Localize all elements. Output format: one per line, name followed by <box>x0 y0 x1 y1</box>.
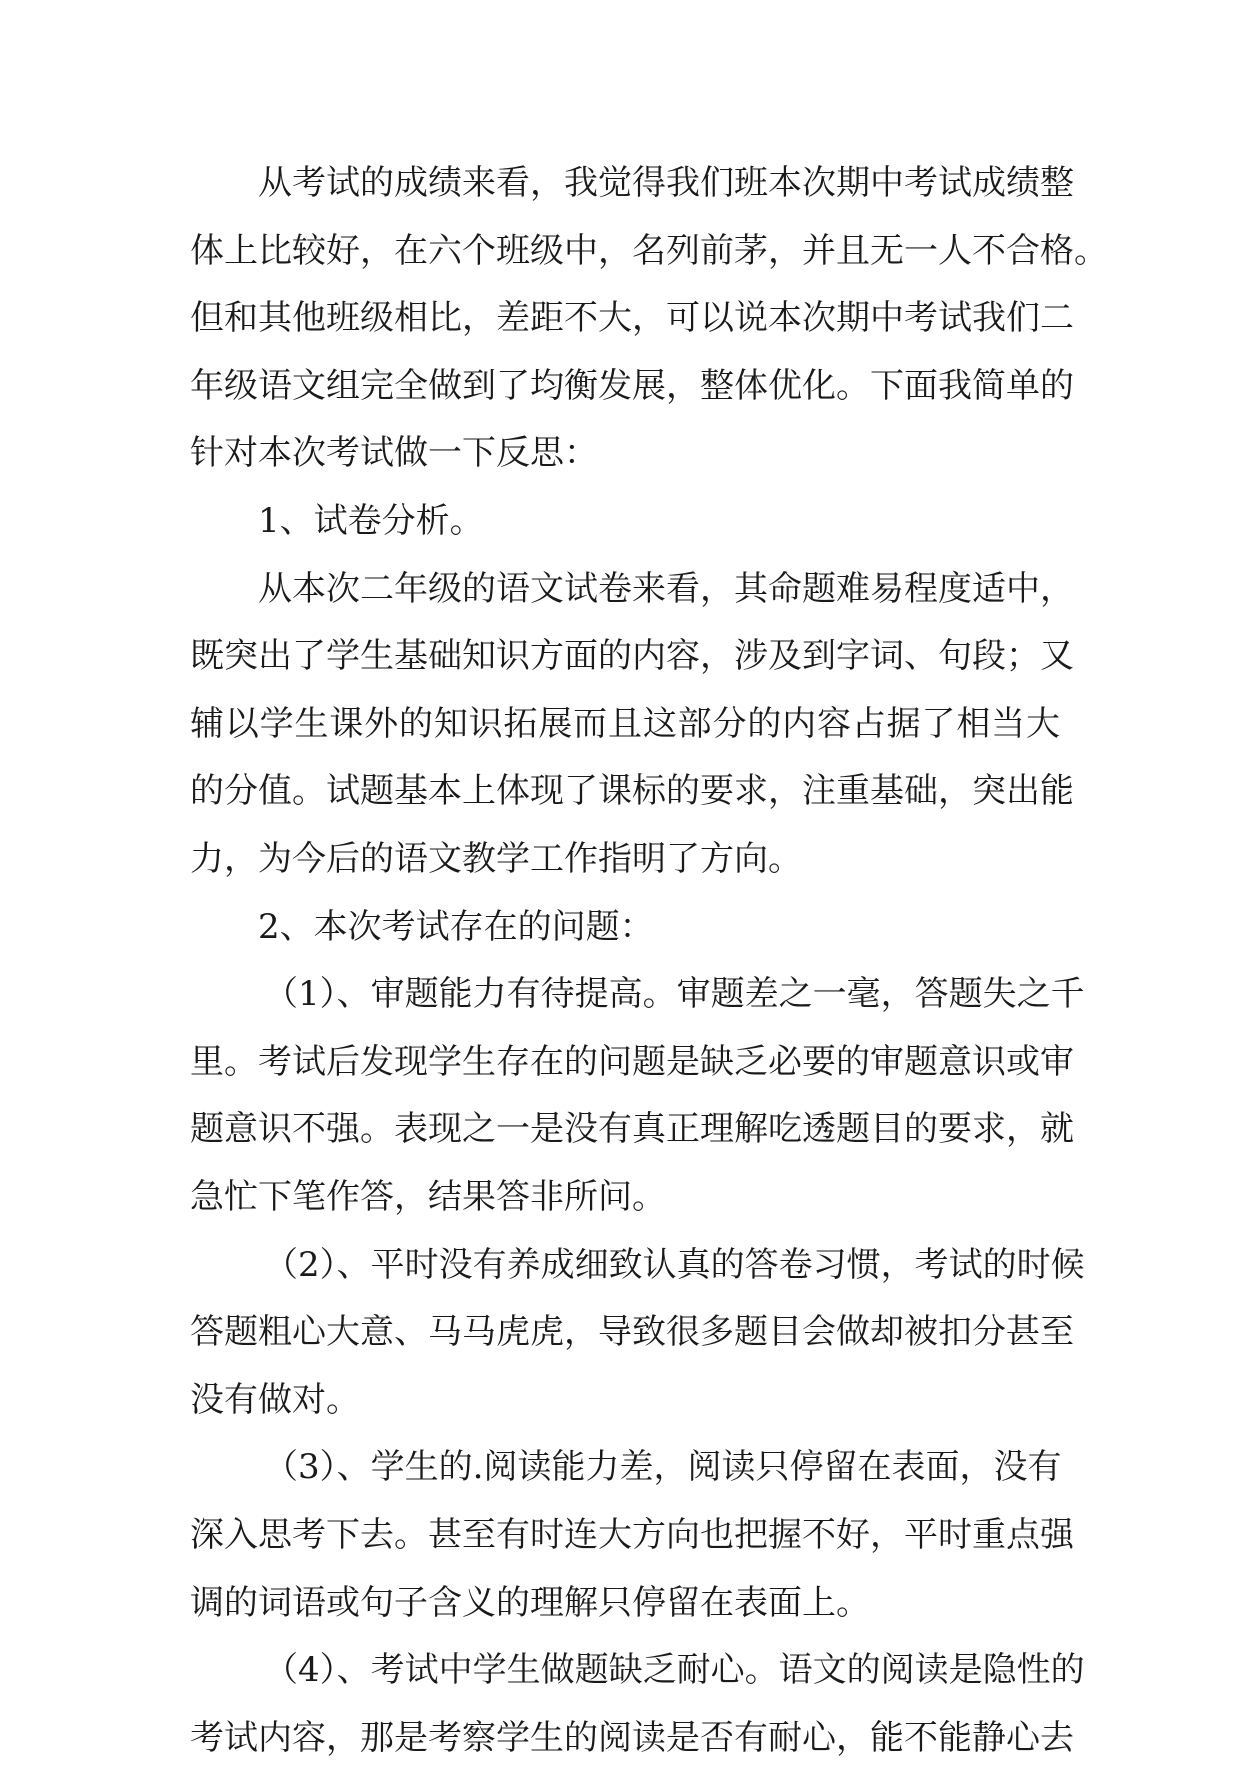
text-line: 体上比较好，在六个班级中，名列前茅，并且无一人不合格。 <box>190 230 1108 271</box>
text-line: 没有做对。 <box>190 1379 360 1420</box>
text-line: 急忙下笔作答，结果答非所问。 <box>190 1177 666 1217</box>
text-line: 答题粗心大意、马马虎虎，导致很多题目会做却被扣分甚至 <box>190 1312 1074 1353</box>
text-line: （4）、考试中学生做题缺乏耐心。语文的阅读是隐性的 <box>264 1650 1085 1691</box>
text-line: 题意识不强。表现之一是没有真正理解吃透题目的要求，就 <box>190 1109 1074 1150</box>
text-line: 2、本次考试存在的问题： <box>258 906 654 947</box>
text-line: 从考试的成绩来看，我觉得我们班本次期中考试成绩整 <box>258 163 1074 203</box>
text-line: 既突出了学生基础知识方面的内容，涉及到字词、句段；又 <box>190 636 1074 677</box>
text-line: 1、试卷分析。 <box>258 501 484 541</box>
text-line: 考试内容，那是考察学生的阅读是否有耐心，能不能静心去 <box>190 1717 1074 1758</box>
text-line: 力，为今后的语文教学工作指明了方向。 <box>190 839 802 879</box>
text-line: 年级语文组完全做到了均衡发展，整体优化。下面我简单的 <box>190 365 1074 406</box>
text-line: 针对本次考试做一下反思： <box>190 433 598 474</box>
text-line: （2）、平时没有养成细致认真的答卷习惯，考试的时候 <box>264 1244 1085 1285</box>
text-line: 深入思考下去。甚至有时连大方向也把握不好，平时重点强 <box>190 1515 1074 1555</box>
text-line: 辅以学生课外的知识拓展而且这部分的内容占据了相当大 <box>190 703 1060 744</box>
text-line: （1）、审题能力有待提高。审题差之一毫，答题失之千 <box>264 974 1085 1015</box>
text-line: 从本次二年级的语文试卷来看，其命题难易程度适中， <box>258 568 1074 609</box>
text-line: 里。考试后发现学生存在的问题是缺乏必要的审题意识或审 <box>190 1041 1074 1082</box>
text-line: 的分值。试题基本上体现了课标的要求，注重基础，突出能 <box>190 771 1074 812</box>
text-line: 调的词语或句子含义的理解只停留在表面上。 <box>190 1582 870 1623</box>
text-line: 但和其他班级相比，差距不大，可以说本次期中考试我们二 <box>190 298 1074 339</box>
text-line: （3）、学生的.阅读能力差，阅读只停留在表面，没有 <box>264 1447 1062 1488</box>
